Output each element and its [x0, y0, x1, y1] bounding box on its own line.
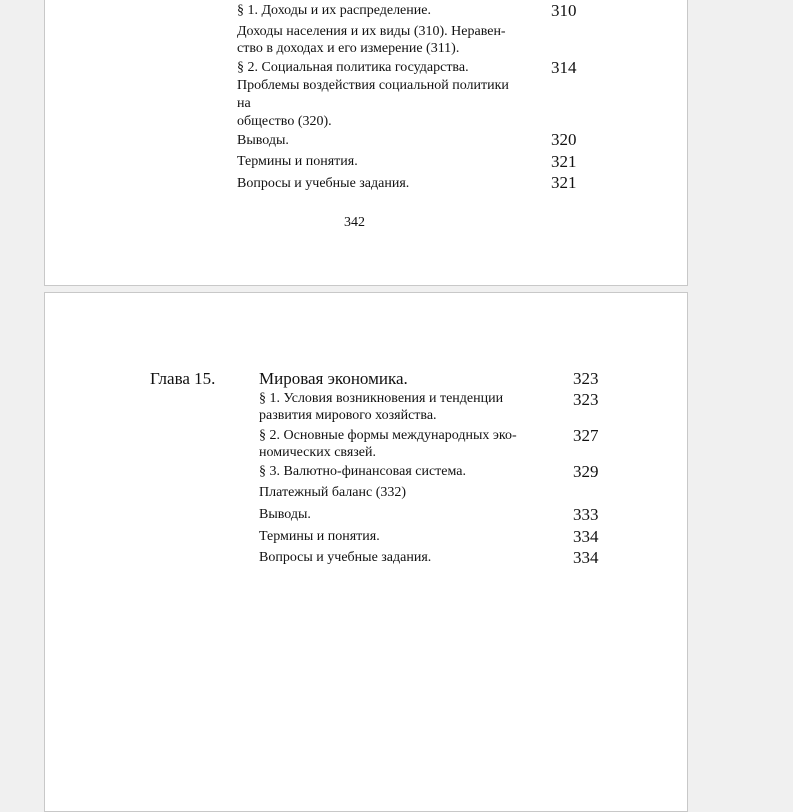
- toc-entry-text: § 1. Условия возникновения и тенденции: [259, 391, 504, 406]
- toc-entry-page: 334: [573, 548, 599, 567]
- document-page-2: [44, 292, 688, 812]
- toc-entry-page: 323: [573, 390, 599, 409]
- toc-entry-page: 314: [551, 58, 577, 77]
- toc-entry-page: 333: [573, 505, 599, 524]
- toc-entry-text: развития мирового хозяйства.: [259, 408, 437, 423]
- toc-entry-text: Доходы населения и их виды (310). Неравен-: [237, 24, 506, 39]
- toc-entry-page: 320: [551, 130, 577, 149]
- toc-entry-text: на: [237, 96, 251, 111]
- document-page-1: [44, 0, 688, 286]
- toc-entry-text: Термины и понятия.: [237, 154, 358, 169]
- toc-entry-page: 321: [551, 152, 577, 171]
- chapter-label: Глава 15.: [150, 369, 216, 388]
- toc-entry-page: 321: [551, 173, 577, 192]
- chapter-page: 323: [573, 369, 599, 388]
- toc-entry-text: Вопросы и учебные задания.: [259, 550, 432, 565]
- toc-entry-page: 327: [573, 426, 599, 445]
- toc-entry-text: номических связей.: [259, 445, 377, 460]
- chapter-title: Мировая экономика.: [259, 369, 408, 388]
- toc-entry-page: 310: [551, 1, 577, 20]
- toc-entry-page: 334: [573, 527, 599, 546]
- toc-entry-text: § 1. Доходы и их распределение.: [237, 3, 431, 18]
- toc-entry-text: ство в доходах и его измерение (311).: [237, 41, 460, 56]
- toc-entry-text: § 3. Валютно-финансовая система.: [259, 464, 466, 479]
- toc-entry-text: Платежный баланс (332): [259, 485, 407, 500]
- page-number: 342: [344, 215, 365, 230]
- toc-entry-page: 329: [573, 462, 599, 481]
- toc-entry-text: Вопросы и учебные задания.: [237, 176, 410, 191]
- toc-entry-text: § 2. Основные формы международных эко-: [259, 428, 517, 443]
- toc-entry-text: Выводы.: [259, 507, 311, 522]
- toc-entry-text: § 2. Социальная политика государства.: [237, 60, 469, 75]
- toc-entry-text: общество (320).: [237, 114, 332, 129]
- toc-entry-text: Термины и понятия.: [259, 529, 380, 544]
- toc-entry-text: Выводы.: [237, 133, 289, 148]
- toc-entry-text: Проблемы воздействия социальной политики: [237, 78, 509, 93]
